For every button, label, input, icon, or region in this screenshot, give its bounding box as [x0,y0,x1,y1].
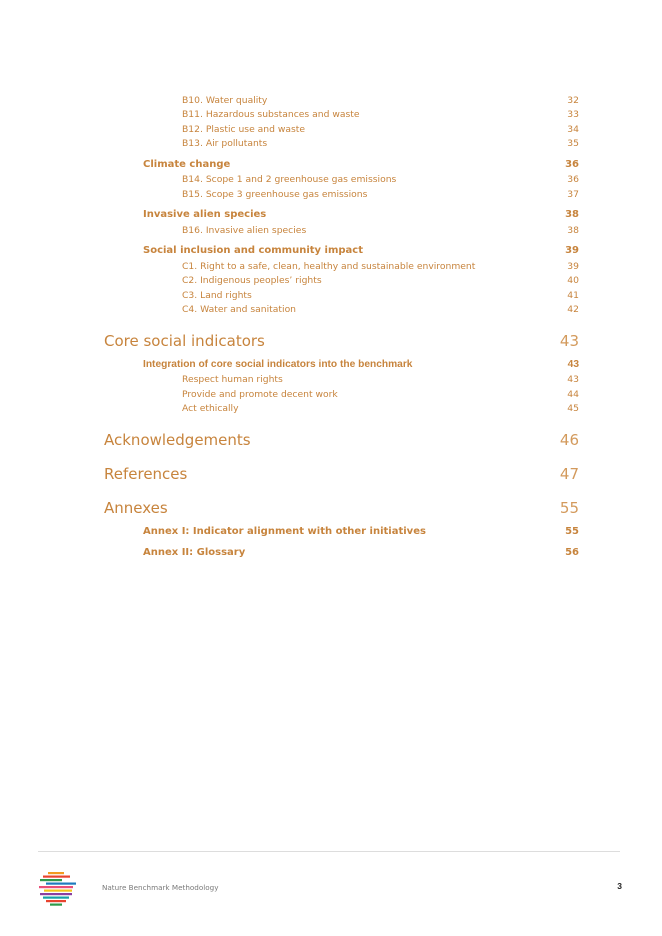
toc-chapter-acknowledgements[interactable] [104,431,579,449]
toc-entry-label: C4. Water and sanitation [182,304,297,315]
toc-entry-c3[interactable] [182,290,579,301]
toc-section-label: Integration of core social indicators into the benchmark [143,359,413,370]
toc-entry-page: 37 [567,189,579,200]
toc-entry-decent-work[interactable] [182,389,579,400]
toc-section-page: 43 [567,359,579,370]
toc-entry-label: B14. Scope 1 and 2 greenhouse gas emissions [182,174,397,185]
toc-entry-page: 40 [567,275,579,286]
toc-section-social-inclusion[interactable] [143,245,579,256]
toc-entry-page: 45 [567,403,579,414]
toc-entry-page: 36 [567,174,579,185]
toc-section-page: 38 [565,209,579,220]
toc-section-label: Annex II: Glossary [143,547,246,558]
toc-entry-page: 39 [567,261,579,272]
toc-entry-b16[interactable] [182,225,579,236]
toc-entry-c1[interactable] [182,261,579,272]
toc-entry-page: 41 [567,290,579,301]
toc-section-climate-change[interactable] [143,159,579,170]
toc-section-page: 39 [565,245,579,256]
toc-entry-label: B16. Invasive alien species [182,225,307,236]
toc-entry-label: B11. Hazardous substances and waste [182,109,360,120]
toc-entry-label: Provide and promote decent work [182,389,338,400]
footer-divider [38,851,620,852]
toc-entry-page: 33 [567,109,579,120]
toc-entry-page: 42 [567,304,579,315]
toc-chapter-label: Annexes [104,499,168,517]
toc-entry-page: 32 [567,95,579,106]
toc-entry-label: B15. Scope 3 greenhouse gas emissions [182,189,368,200]
toc-section-page: 36 [565,159,579,170]
toc-section-label: Climate change [143,159,231,170]
toc-entry-label: C2. Indigenous peoples’ rights [182,275,322,286]
toc-entry-page: 35 [567,138,579,149]
toc-entry-label: Respect human rights [182,374,283,385]
toc-section-annex-1[interactable] [143,526,579,537]
toc-entry-b10[interactable] [182,95,579,106]
toc-entry-label: B12. Plastic use and waste [182,124,306,135]
toc-chapter-core-social-indicators[interactable] [104,332,579,350]
footer-document-title: Nature Benchmark Methodology [102,883,219,892]
toc-section-annex-2[interactable] [143,547,579,558]
toc-section-label: Invasive alien species [143,209,267,220]
toc-entry-label: C3. Land rights [182,290,252,301]
toc-section-label: Social inclusion and community impact [143,245,364,256]
toc-section-page: 55 [565,526,579,537]
toc-entry-b13[interactable] [182,138,579,149]
toc-chapter-page: 47 [559,465,579,483]
toc-chapter-label: Core social indicators [104,332,265,350]
toc-chapter-label: Acknowledgements [104,431,251,449]
toc-chapter-references[interactable] [104,465,579,483]
toc-entry-label: Act ethically [182,403,239,414]
toc-entry-c4[interactable] [182,304,579,315]
toc-section-label: Annex I: Indicator alignment with other initiatives [143,526,426,537]
toc-chapter-page: 46 [559,431,579,449]
toc-entry-page: 34 [567,124,579,135]
toc-chapter-page: 43 [559,332,579,350]
toc-chapter-page: 55 [559,499,579,517]
toc-entry-respect-human-rights[interactable] [182,374,579,385]
toc-section-page: 56 [565,547,579,558]
toc-section-invasive-alien-species[interactable] [143,209,579,220]
toc-entry-act-ethically[interactable] [182,403,579,414]
toc-entry-label: B10. Water quality [182,95,268,106]
toc-entry-b15[interactable] [182,189,579,200]
toc-entry-label: B13. Air pollutants [182,138,268,149]
toc-entry-page: 43 [567,374,579,385]
world-benchmarking-alliance-logo-icon [38,870,78,908]
toc-entry-b11[interactable] [182,109,579,120]
toc-entry-b14[interactable] [182,174,579,185]
page-number: 3 [617,881,622,891]
toc-entry-b12[interactable] [182,124,579,135]
toc-chapter-annexes[interactable] [104,499,579,517]
toc-entry-page: 38 [567,225,579,236]
toc-entry-page: 44 [567,389,579,400]
toc-entry-label: C1. Right to a safe, clean, healthy and sustainable environment [182,261,476,272]
toc-chapter-label: References [104,465,188,483]
toc-section-integration[interactable] [143,359,579,370]
toc-entry-c2[interactable] [182,275,579,286]
